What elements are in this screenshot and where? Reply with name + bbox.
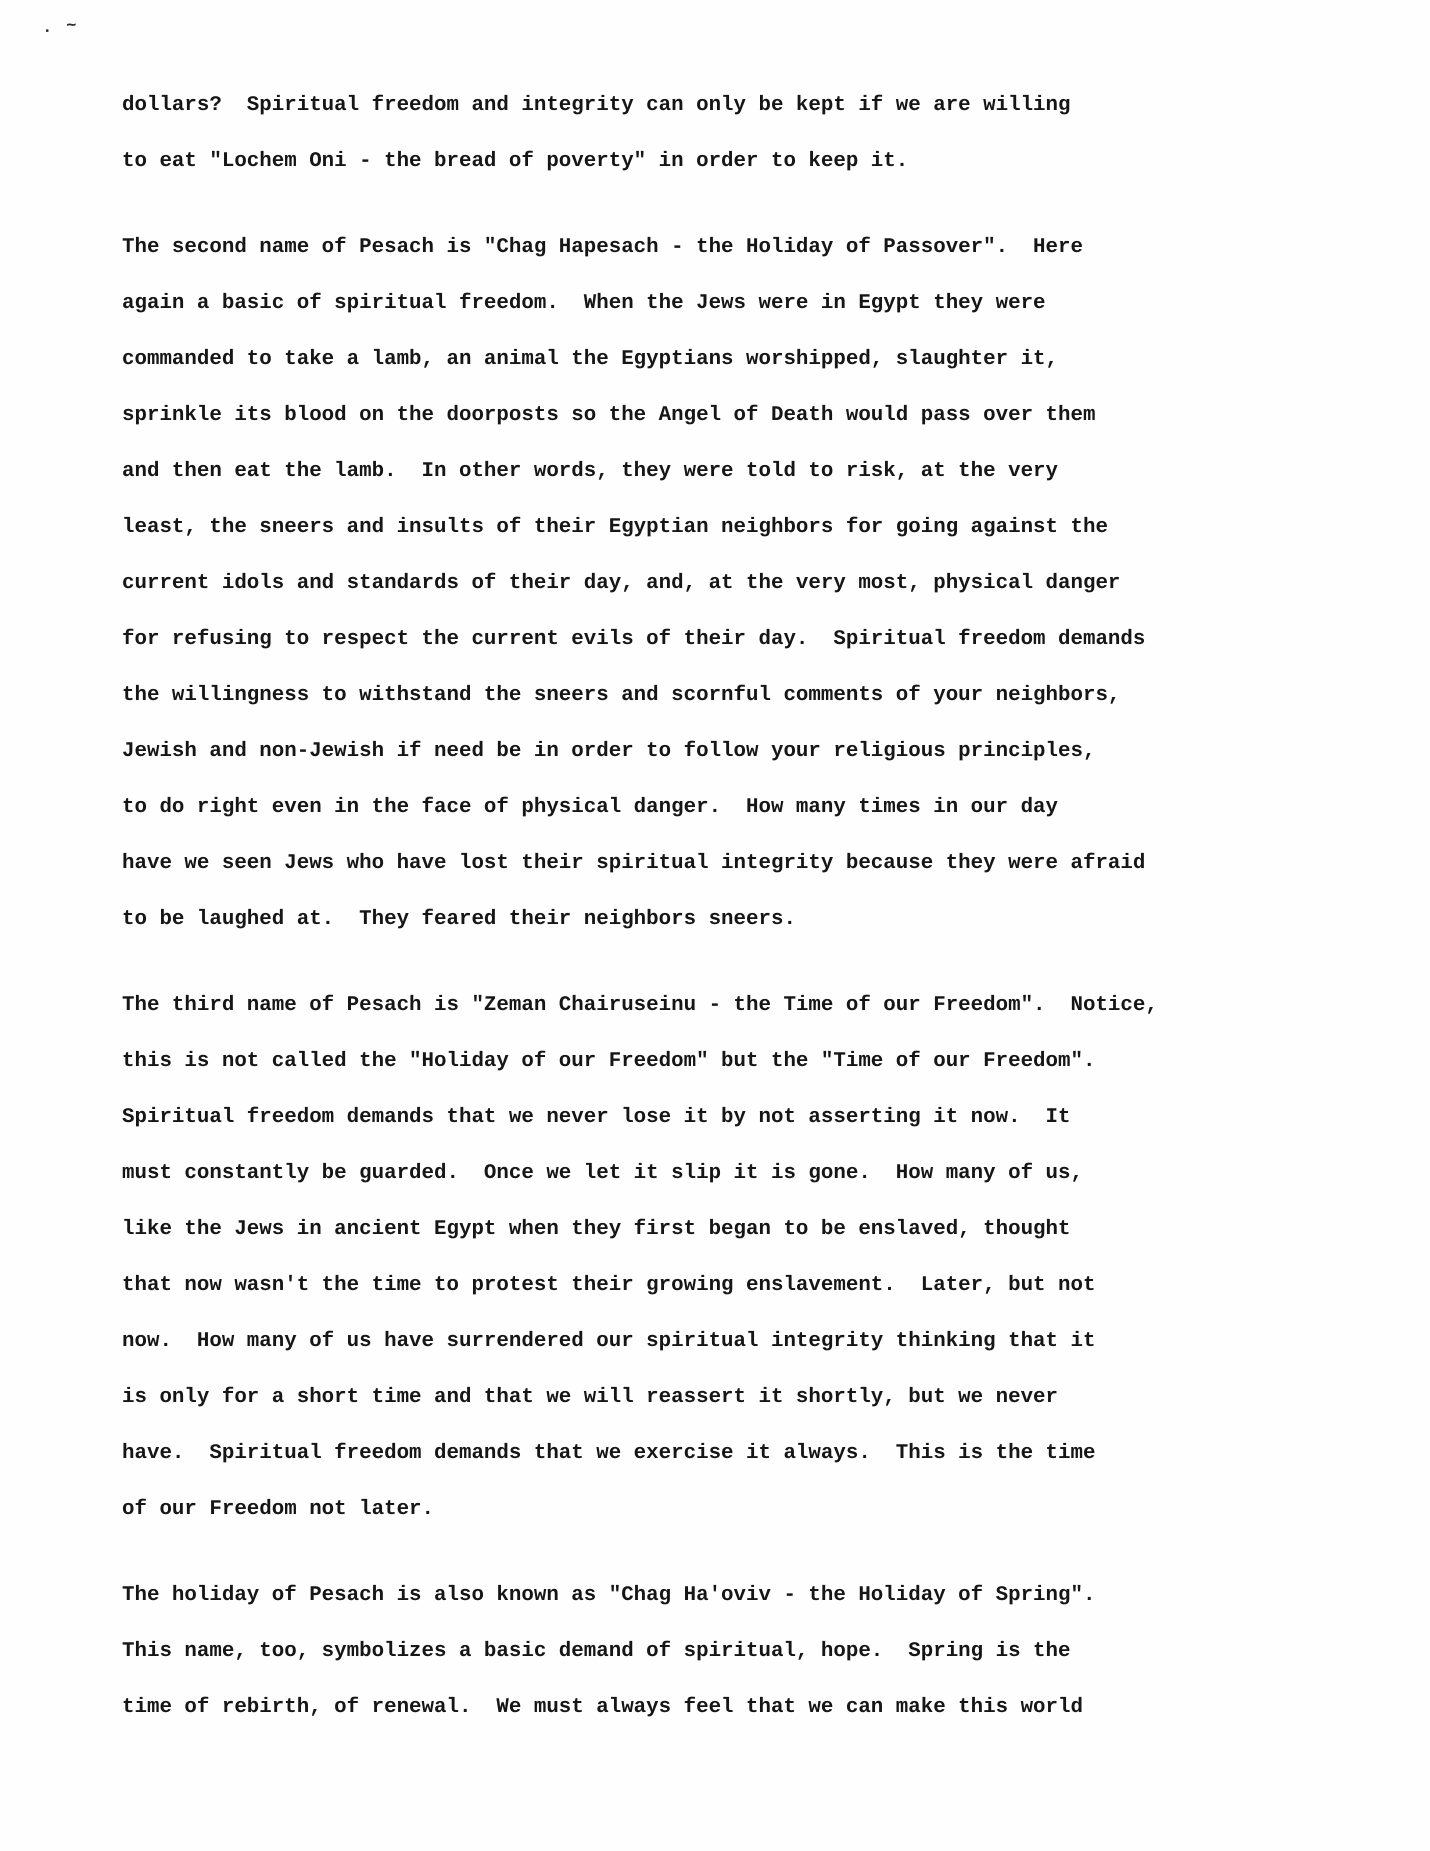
text-line: to be laughed at. They feared their neighbors sneers. bbox=[122, 908, 796, 931]
text-line: is only for a short time and that we will reassert it shortly, but we never bbox=[122, 1386, 1059, 1409]
text-line: to eat "Lochem Oni - the bread of poverty" in order to keep it. bbox=[122, 150, 909, 173]
text-line: again a basic of spiritual freedom. When the Jews were in Egypt they were bbox=[122, 292, 1046, 315]
text-line: Jewish and non-Jewish if need be in order to follow your religious principles, bbox=[122, 740, 1096, 763]
paragraph bbox=[122, 78, 1352, 190]
text-line: commanded to take a lamb, an animal the Egyptians worshipped, slaughter it, bbox=[122, 348, 1059, 371]
paragraph bbox=[122, 1568, 1352, 1736]
paragraph bbox=[122, 978, 1352, 1538]
text-line: this is not called the "Holiday of our Freedom" but the "Time of our Freedom". bbox=[122, 1050, 1096, 1073]
text-line: time of rebirth, of renewal. We must always feel that we can make this world bbox=[122, 1696, 1083, 1719]
text-line: current idols and standards of their day, and, at the very most, physical danger bbox=[122, 572, 1121, 595]
text-line: of our Freedom not later. bbox=[122, 1498, 435, 1521]
text-line: The holiday of Pesach is also known as "Chag Ha'oviv - the Holiday of Spring". bbox=[122, 1584, 1096, 1607]
text-line: This name, too, symbolizes a basic demand of spiritual, hope. Spring is the bbox=[122, 1640, 1071, 1663]
text-line: have. Spiritual freedom demands that we exercise it always. This is the time bbox=[122, 1442, 1096, 1465]
text-line: for refusing to respect the current evils of their day. Spiritual freedom demands bbox=[122, 628, 1146, 651]
text-line: dollars? Spiritual freedom and integrity can only be kept if we are willing bbox=[122, 94, 1071, 117]
text-line: sprinkle its blood on the doorposts so the Angel of Death would pass over them bbox=[122, 404, 1096, 427]
scan-artifact-mark: . ~ bbox=[41, 16, 80, 39]
text-line: to do right even in the face of physical danger. How many times in our day bbox=[122, 796, 1059, 819]
text-line: the willingness to withstand the sneers and scornful comments of your neighbors, bbox=[122, 684, 1121, 707]
text-line: like the Jews in ancient Egypt when they first began to be enslaved, thought bbox=[122, 1218, 1071, 1241]
text-line: least, the sneers and insults of their Egyptian neighbors for going against the bbox=[122, 516, 1108, 539]
text-line: The second name of Pesach is "Chag Hapesach - the Holiday of Passover". Here bbox=[122, 236, 1083, 259]
text-line: must constantly be guarded. Once we let it slip it is gone. How many of us, bbox=[122, 1162, 1083, 1185]
text-line: now. How many of us have surrendered our spiritual integrity thinking that it bbox=[122, 1330, 1096, 1353]
text-line: Spiritual freedom demands that we never lose it by not asserting it now. It bbox=[122, 1106, 1071, 1129]
text-line: The third name of Pesach is "Zeman Chairuseinu - the Time of our Freedom". Notice, bbox=[122, 994, 1158, 1017]
text-line: and then eat the lamb. In other words, they were told to risk, at the very bbox=[122, 460, 1059, 483]
document-body-text bbox=[122, 78, 1352, 1736]
text-line: have we seen Jews who have lost their spiritual integrity because they were afraid bbox=[122, 852, 1146, 875]
text-line: that now wasn't the time to protest their growing enslavement. Later, but not bbox=[122, 1274, 1096, 1297]
paragraph bbox=[122, 220, 1352, 948]
